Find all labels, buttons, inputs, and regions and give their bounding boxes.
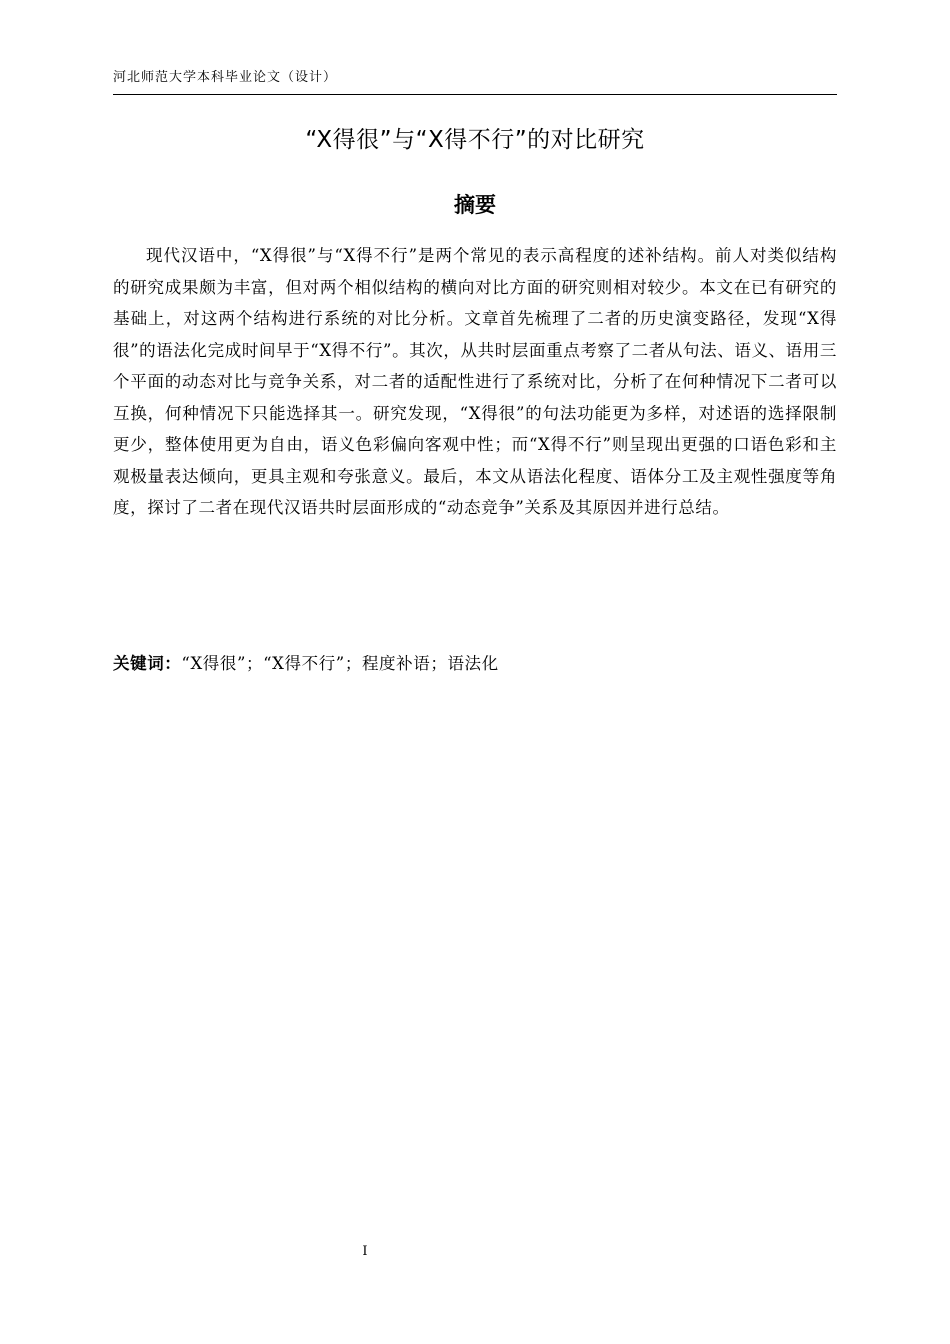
keywords-text: “X得很”；“X得不行”；程度补语；语法化 — [181, 654, 499, 673]
abstract-heading: 摘要 — [454, 193, 496, 217]
running-header: 河北师范大学本科毕业论文（设计） — [113, 70, 837, 95]
page-number: I — [362, 1244, 368, 1259]
paper-title: “X得很”与“X得不行”的对比研究 — [305, 127, 645, 153]
abstract-body: 现代汉语中，“X得很”与“X得不行”是两个常见的表示高程度的述补结构。前人对类似结构的研究成果颇为丰富，但对两个相似结构的横向对比方面的研究则相对较少。本文在已有研究的基础上，对这两个结构进行系统的对比分析。文章首先梳理了二者的历史演变路径，发现“X得很”的语法化完成时间早于“X得不行”。其次，从共时层面重点考察了二者从句法、语义、语用三个平面的动态对比与竞争关系，对二者的适配性进行了系统对比，分析了在何种情况下二者可以互换，何种情况下只能选择其一。研究发现，“X得很”的句法功能更为多样，对述语的选择限制更少，整体使用更为自由，语义色彩偏向客观中性；而“X得不行”则呈现出更强的口语色彩和主观极量表达倾向，更具主观和夸张意义。最后，本文从语法化程度、语体分工及主观性强度等角度，探讨了二者在现代汉语共时层面形成的“动态竞争”关系及其原因并进行总结。 — [113, 246, 837, 517]
keywords-line — [113, 650, 837, 678]
keywords-label: 关键词： — [113, 654, 182, 673]
